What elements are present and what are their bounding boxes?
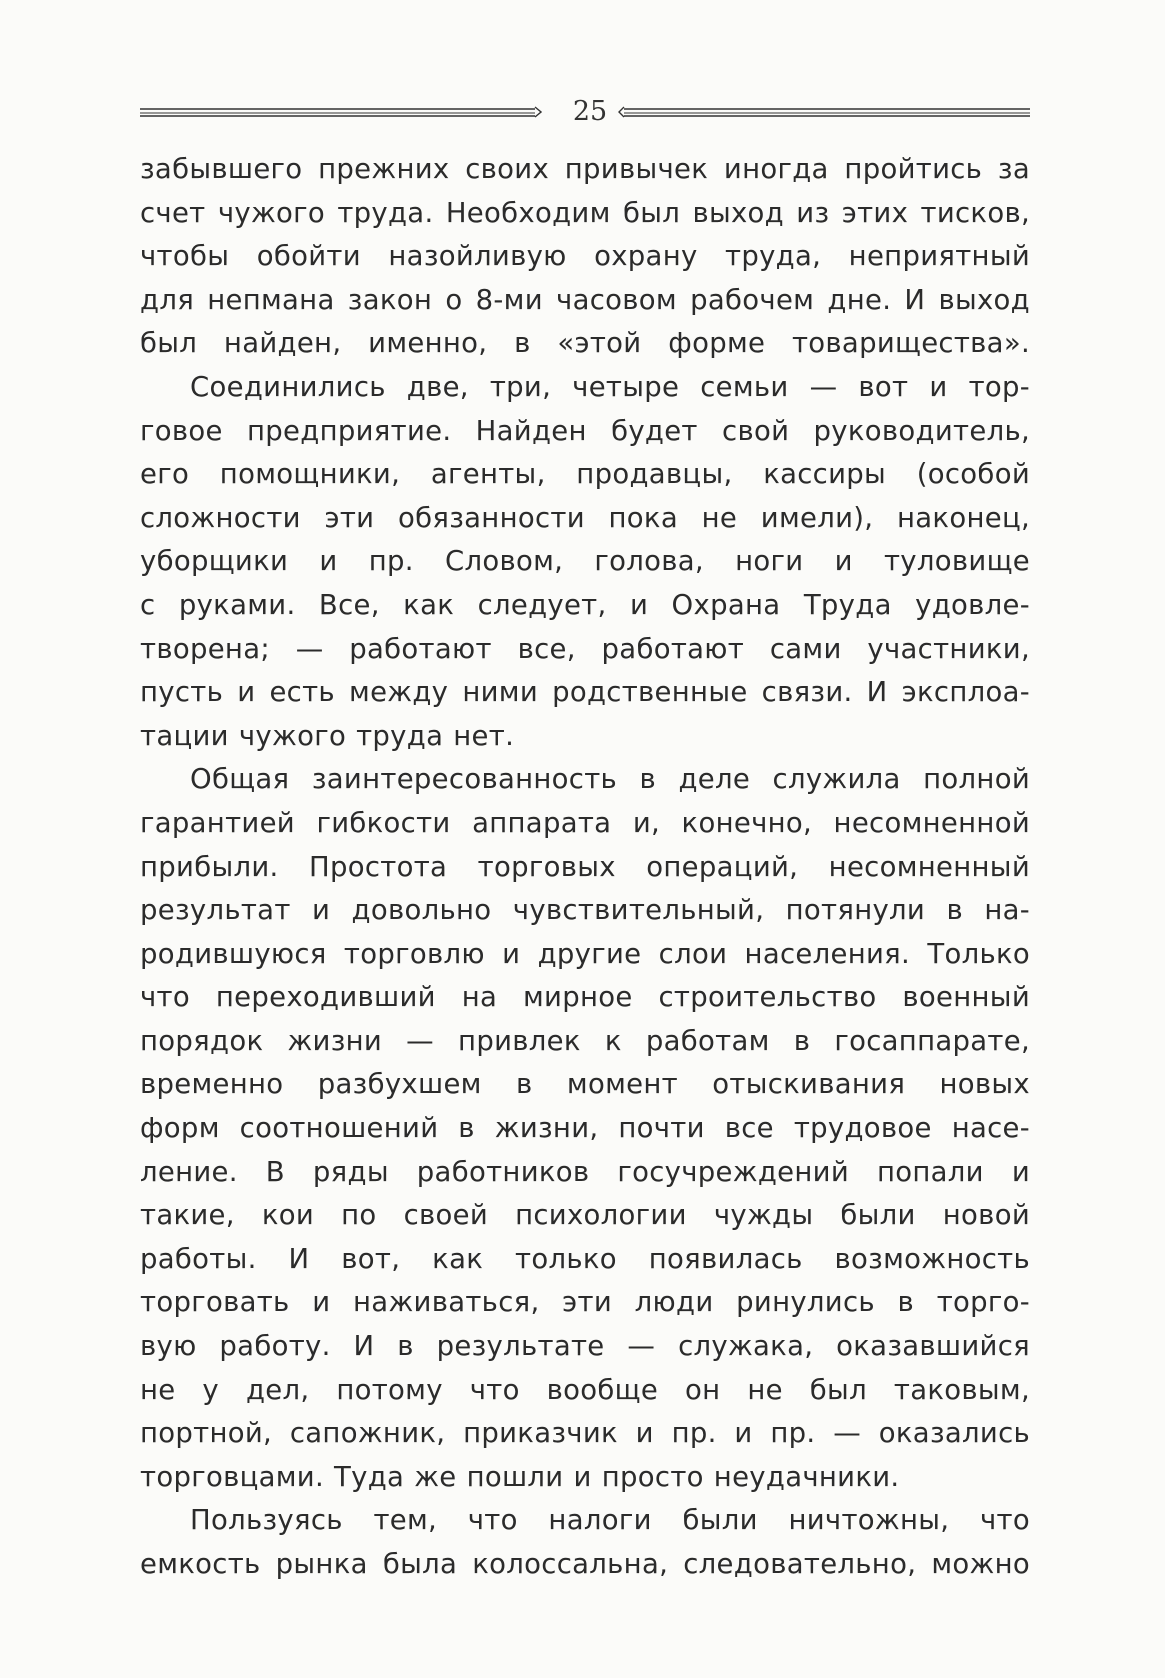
text-line: портной, сапожник, приказчик и пр. и пр. — оказались: [140, 1417, 1030, 1450]
header-rule-left: [140, 106, 542, 118]
text-line: сложности эти обязанности пока не имели), наконец,: [140, 501, 1030, 534]
text-line: гарантией гибкости аппарата и, конечно, несомненной: [140, 806, 1030, 839]
text-line: торговать и наживаться, эти люди ринулись в торго-: [140, 1286, 1030, 1319]
text-line: порядок жизни — привлек к работам в госаппарате,: [140, 1024, 1030, 1057]
text-line: емкость рынка была колоссальна, следовательно, можно: [140, 1548, 1030, 1580]
text-line: говое предприятие. Найден будет свой руководитель,: [140, 414, 1030, 447]
text-line: не у дел, потому что вообще он не был таковым,: [140, 1373, 1030, 1406]
text-line: пусть и есть между ними родственные связи. И эксплоа-: [140, 676, 1030, 709]
text-line: чтобы обойти назойливую охрану труда, неприятный: [140, 240, 1030, 273]
text-line: ление. В ряды работников госучреждений попали и: [140, 1155, 1030, 1188]
body-text: [140, 148, 1030, 1587]
text-line: работы. И вот, как только появилась возможность: [140, 1242, 1030, 1275]
text-line: временно разбухшем в момент отыскивания новых: [140, 1068, 1030, 1101]
text-line: Соединились две, три, четыре семьи — вот и тор-: [190, 370, 1030, 403]
text-line: его помощники, агенты, продавцы, кассиры (особой: [140, 458, 1030, 491]
paragraph-2: [140, 366, 1030, 758]
text-line: забывшего прежних своих привычек иногда пройтись за: [140, 153, 1030, 185]
text-line: вую работу. И в результате — служака, оказавшийся: [140, 1330, 1030, 1363]
text-line: Общая заинтересованность в деле служила полной: [190, 763, 1030, 796]
text-line: что переходивший на мирное строительство военный: [140, 981, 1030, 1014]
paragraph-4: [140, 1499, 1030, 1586]
header-rule-right: [618, 106, 1030, 118]
text-line: Пользуясь тем, что налоги были ничтожны, что: [190, 1504, 1030, 1537]
text-line: творена; — работают все, работают сами участники,: [140, 632, 1030, 665]
page-number: 25: [572, 96, 608, 127]
text-line: с руками. Все, как следует, и Охрана Труда удовле-: [140, 588, 1030, 621]
text-line: прибыли. Простота торговых операций, несомненный: [140, 850, 1030, 883]
text-line: такие, кои по своей психологии чужды были новой: [140, 1199, 1030, 1232]
text-line: результат и довольно чувствительный, потянули в на-: [140, 894, 1030, 927]
text-line: форм соотношений в жизни, почти все трудовое насе-: [140, 1112, 1030, 1145]
text-line: тации чужого труда нет.: [140, 719, 515, 752]
text-line: для непмана закон о 8-ми часовом рабочем дне. И выход: [140, 283, 1030, 316]
text-line: был найден, именно, в «этой форме товарищества».: [140, 327, 1030, 360]
text-line: родившуюся торговлю и другие слои населения. Только: [140, 937, 1030, 970]
paragraph-3: [140, 758, 1030, 1499]
text-line: уборщики и пр. Словом, голова, ноги и туловище: [140, 545, 1030, 578]
text-line: счет чужого труда. Необходим был выход из этих тисков,: [140, 196, 1030, 229]
text-line: торговцами. Туда же пошли и просто неудачники.: [140, 1460, 900, 1493]
paragraph-1: [140, 148, 1030, 366]
page-header: [140, 92, 1030, 132]
